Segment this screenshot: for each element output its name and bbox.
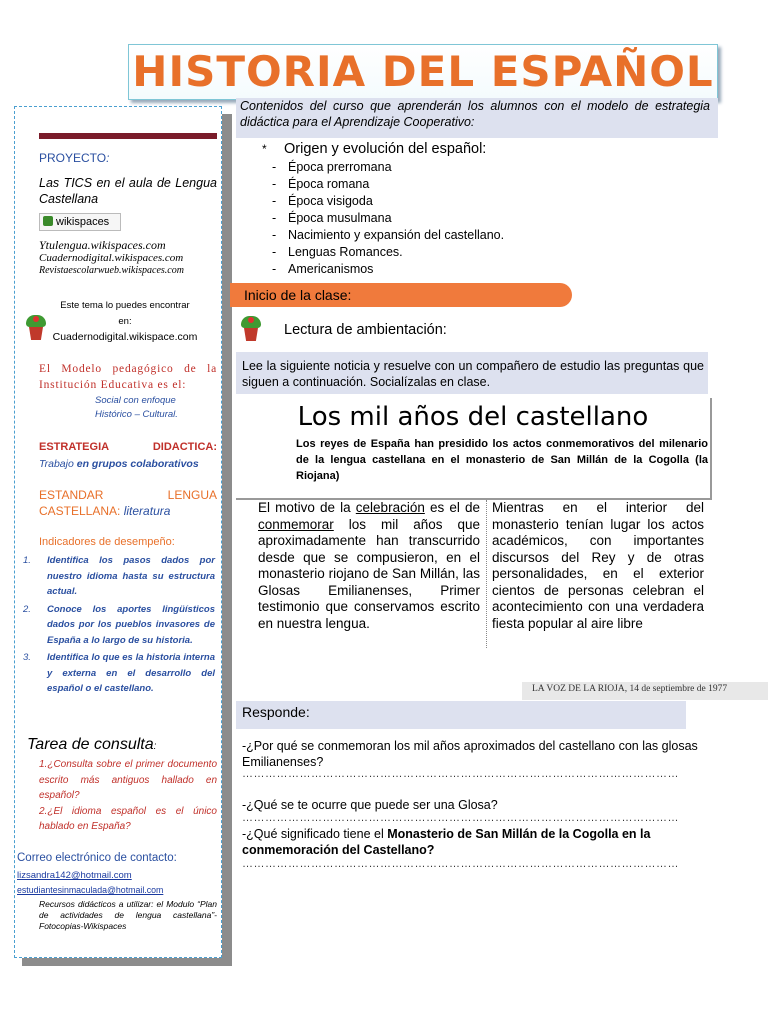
list-item: - Lenguas Romances. bbox=[272, 244, 692, 261]
estandar-value: literatura bbox=[123, 504, 171, 518]
wiki-link-2[interactable]: Cuadernodigital.wikispaces.com bbox=[39, 252, 184, 264]
indicadores-list bbox=[23, 553, 215, 697]
wikispaces-logo-icon bbox=[43, 216, 53, 226]
newspaper-source: LA VOZ DE LA RIOJA, 14 de septiembre de 1977 bbox=[522, 682, 768, 700]
tarea-item: 2.¿El idioma español es el único hablado en España? bbox=[39, 805, 217, 832]
origen-heading bbox=[262, 140, 702, 158]
article-column-2: Mientras en el interior del monasterio tenían lugar los actos académicos, con importantes discursos del Rey y de otras personalidades, en el exterior cientos de personas celebran el acontecimiento con una verdadera fiesta popular al aire libre bbox=[492, 500, 704, 631]
instruccion-text: Lee la siguiente noticia y resuelve con un compañero de estudio las preguntas que siguen a continuación. Socialízalas en clase. bbox=[242, 359, 704, 389]
article-title: Los mil años del castellano bbox=[297, 402, 649, 432]
inicio-banner bbox=[230, 283, 572, 307]
tarea-item: 1.¿Consulta sobre el primer documento escrito más antiguos hallado en español? bbox=[39, 759, 217, 801]
estrategia-text-1: Trabajo bbox=[39, 458, 74, 470]
wiki-link-3[interactable]: Revistaescolarwueb.wikispaces.com bbox=[39, 265, 184, 276]
conmemorar-word: conmemorar bbox=[258, 516, 334, 532]
page-title: HISTORIA DEL ESPAÑOL bbox=[132, 47, 714, 96]
indicador-item: 3. Identifica lo que es la historia interna y externa en el desarrollo del español o el castellano. bbox=[23, 652, 215, 694]
modelo-label: El Modelo pedagógico de la Institución Educativa es el: bbox=[39, 363, 217, 391]
list-item: - Época prerromana bbox=[272, 159, 692, 176]
indicador-item: 2. Conoce los aportes lingüísticos dados por los pueblos invasores de España a lo largo de su historia. bbox=[23, 603, 215, 646]
list-item: - Época visigoda bbox=[272, 193, 692, 210]
list-item: - Época musulmana bbox=[272, 210, 692, 227]
tarea-label: Tarea de consulta bbox=[27, 736, 154, 753]
recursos-text: Recursos didácticos a utilizar: el Modulo “Plan de actividades de lengua castellana”-Fotocopias-Wikispaces bbox=[39, 899, 217, 931]
contenidos-text: Contenidos del curso que aprenderán los alumnos con el modelo de estrategia didáctica para el Aprendizaje Cooperativo: bbox=[240, 99, 710, 129]
wikispaces-badge[interactable] bbox=[39, 213, 121, 231]
sidebar bbox=[14, 106, 222, 958]
tarea-list bbox=[39, 757, 217, 835]
article-subtitle: Los reyes de España han presidido los actos conmemorativos del milenario de la lengua castellana en el monasterio de San Millán de la Cogolla (la Riojana) bbox=[296, 438, 708, 482]
title-banner bbox=[128, 44, 718, 100]
estrategia-label: ESTRATEGIA DIDACTICA: bbox=[39, 441, 217, 453]
article-column-1: El motivo de la celebración es el de conmemorar los mil años que aproximadamente han transcurrido desde que se compusieron, en el monasterio riojano de San Millán, las Glosas Emilianenses, Primer testimonio que conservamos escrito en nuestra lengua. bbox=[258, 500, 480, 631]
inicio-label: Inicio de la clase: bbox=[244, 287, 352, 303]
estrategia-text-2: en grupos colaborativos bbox=[76, 458, 199, 470]
tema-note-1: Este tema lo puedes encontrar bbox=[60, 300, 190, 311]
proyecto-text: Las TICS en el aula de Lengua Castellana bbox=[39, 176, 217, 206]
correo-label: Correo electrónico de contacto: bbox=[17, 852, 177, 864]
list-item: - Nacimiento y expansión del castellano. bbox=[272, 227, 692, 244]
list-item: - Época romana bbox=[272, 176, 692, 193]
tema-note-link[interactable]: Cuadernodigital.wikispace.com bbox=[52, 331, 198, 343]
tarea-heading bbox=[27, 735, 227, 757]
indicadores-label: Indicadores de desempeño: bbox=[39, 536, 175, 548]
lectura-label: Lectura de ambientación: bbox=[284, 322, 447, 338]
email-link[interactable]: lizsandra142@hotmail.com bbox=[17, 870, 132, 881]
question-1: -¿Por qué se conmemoran los mil años aproximados del castellano con las glosas Emilianenses? bbox=[242, 739, 698, 769]
estandar-block bbox=[39, 487, 217, 519]
epocas-list bbox=[272, 159, 692, 278]
sidebar-accent-bar bbox=[39, 133, 217, 139]
proyecto-label: PROYECTO bbox=[39, 151, 107, 165]
origen-bullet: * bbox=[262, 142, 267, 156]
plant-icon bbox=[240, 316, 262, 342]
question-2: -¿Qué se te ocurre que puede ser una Glosa? bbox=[242, 798, 498, 812]
origen-heading-text: Origen y evolución del español: bbox=[284, 141, 487, 157]
estandar-label: ESTANDAR LENGUA CASTELLANA: bbox=[39, 488, 217, 518]
tarea-colon: : bbox=[153, 741, 157, 752]
responde-label: Responde: bbox=[242, 704, 310, 720]
list-item: - Americanismos bbox=[272, 261, 692, 278]
email-link[interactable]: estudiantesinmaculada@hotmail.com bbox=[17, 885, 164, 895]
answer-line-1[interactable]: …………………………………………………………………………………………………… bbox=[242, 768, 679, 780]
celebracion-word: celebración bbox=[355, 500, 425, 515]
modelo-value: Social con enfoque Histórico – Cultural. bbox=[95, 395, 178, 420]
estrategia-text bbox=[39, 457, 217, 472]
wiki-link-1[interactable]: Ytulengua.wikispaces.com bbox=[39, 238, 166, 252]
question-3: -¿Qué significado tiene el Monasterio de San Millán de la Cogolla en la conmemoración del Castellano? bbox=[242, 827, 651, 857]
responde-box bbox=[236, 701, 686, 729]
proyecto-heading bbox=[39, 151, 217, 166]
answer-line-2[interactable]: …………………………………………………………………………………………………… bbox=[242, 812, 679, 824]
plant-icon bbox=[25, 315, 47, 341]
proyecto-colon: : bbox=[106, 151, 110, 165]
contenidos-box bbox=[236, 98, 718, 138]
answer-line-3[interactable]: …………………………………………………………………………………………………… bbox=[242, 858, 679, 870]
column-divider bbox=[486, 500, 488, 648]
modelo-text bbox=[39, 361, 217, 393]
indicador-item: 1. Identifica los pasos dados por nuestro idioma hasta su estructura actual. bbox=[23, 555, 215, 597]
instruccion-box bbox=[236, 352, 708, 394]
tema-note-2: en: bbox=[118, 316, 132, 327]
wikispaces-badge-label: wikispaces bbox=[56, 216, 110, 228]
email-list bbox=[17, 869, 221, 897]
